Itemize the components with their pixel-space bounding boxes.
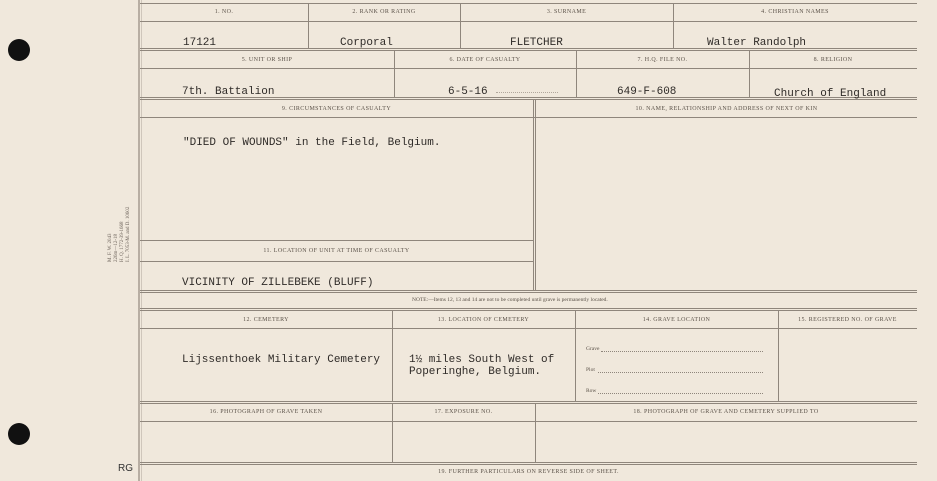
header-location-cemetery: 13. LOCATION OF CEMETERY xyxy=(437,317,530,323)
header-grave-location: 14. GRAVE LOCATION xyxy=(642,317,711,323)
date-value: 6-5-16 xyxy=(448,86,488,98)
location-cemetery-line1: 1½ miles South West of xyxy=(409,354,555,366)
circumstances-value: "DIED OF WOUNDS" in the Field, Belgium. xyxy=(183,137,441,149)
date-dots xyxy=(496,92,558,93)
cemetery-value: Lijssenthoek Military Cemetery xyxy=(182,354,381,366)
service-number: 17121 xyxy=(183,37,217,49)
header-no: 1. NO. xyxy=(214,9,234,15)
grave-label: Grave xyxy=(586,346,600,352)
header-cemetery: 12. CEMETERY xyxy=(243,317,289,323)
row-label: Row xyxy=(586,388,597,394)
header-location-unit: 11. LOCATION OF UNIT AT TIME OF CASUALTY xyxy=(263,248,410,254)
header-further-particulars: 19. FURTHER PARTICULARS ON REVERSE SIDE OF SHEET. xyxy=(438,469,619,475)
rg-mark: RG xyxy=(118,463,133,474)
header-religion: 8. RELIGION xyxy=(813,57,853,63)
plot-label: Plot xyxy=(586,367,595,373)
header-circumstances: 9. CIRCUMSTANCES OF CASUALTY xyxy=(281,106,392,112)
header-unit: 5. UNIT OR SHIP xyxy=(241,57,293,63)
grave-line xyxy=(601,351,763,352)
surname-value: FLETCHER xyxy=(510,37,563,49)
header-exposure: 17. EXPOSURE NO. xyxy=(434,409,493,415)
punch-hole xyxy=(8,423,30,445)
punch-hole xyxy=(8,39,30,61)
header-photo-taken: 16. PHOTOGRAPH OF GRAVE TAKEN xyxy=(209,409,323,415)
form-print-code: M. F. W. 2043 226m—12-18 H. Q. 1772-39-1668 I. L. 7053-M. and D. 10602 xyxy=(108,206,131,262)
location-cemetery-line2: Poperinghe, Belgium. xyxy=(409,366,542,378)
unit-value: 7th. Battalion xyxy=(182,86,275,98)
christian-names-value: Walter Randolph xyxy=(707,37,807,49)
rank-value: Corporal xyxy=(340,37,393,49)
header-registered-no: 15. REGISTERED NO. OF GRAVE xyxy=(798,317,897,323)
note-text: NOTE:—Items 12, 13 and 14 are not to be completed until grave is permanently located. xyxy=(412,297,608,303)
location-unit-value: VICINITY OF ZILLEBEKE (BLUFF) xyxy=(182,277,374,289)
header-hq-file: 7. H.Q. FILE NO. xyxy=(637,57,688,63)
hq-file-value: 649-F-608 xyxy=(617,86,677,98)
header-photo-supplied: 18. PHOTOGRAPH OF GRAVE AND CEMETERY SUPPLIED TO xyxy=(633,409,819,415)
header-date: 6. DATE OF CASUALTY xyxy=(449,57,521,63)
religion-value: Church of England xyxy=(774,88,887,100)
plot-line xyxy=(598,372,763,373)
row-line xyxy=(598,393,763,394)
header-next-of-kin: 10. NAME, RELATIONSHIP AND ADDRESS OF NEXT OF KIN xyxy=(635,106,818,112)
header-surname: 3. SURNAME xyxy=(546,9,587,15)
header-christian-names: 4. CHRISTIAN NAMES xyxy=(761,9,829,15)
header-rank: 2. RANK OR RATING xyxy=(352,9,416,15)
